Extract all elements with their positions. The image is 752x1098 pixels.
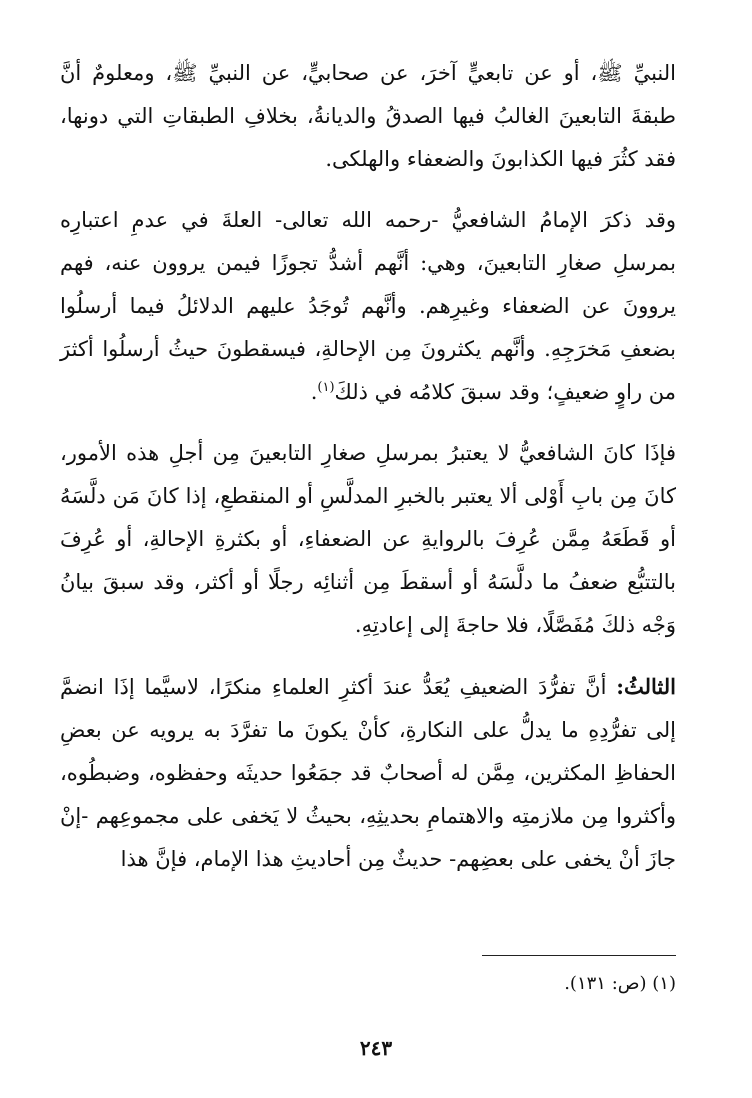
footnote-separator bbox=[482, 955, 676, 956]
footnote: (١) (ص: ١٣١). bbox=[564, 973, 676, 994]
paragraph-2 bbox=[60, 199, 676, 414]
section-heading-third: الثالثُ: bbox=[616, 674, 676, 699]
paragraph-4 bbox=[60, 665, 676, 881]
paragraph-1: النبيِّ ﷺ، أو عن تابعيٍّ آخرَ، عن صحابيٍّ، عن النبيِّ ﷺ، ومعلومٌ أنَّ طبقةَ التابعينَ الغالبُ فيها الصدقُ والديانةُ، بخلافِ الطبقاتِ التي دونها، فقد كثُرَ فيها الكذابونَ والضعفاء والهلكى. bbox=[60, 61, 676, 171]
paragraph-2-text: وقد ذكرَ الإمامُ الشافعيُّ -رحمه الله تعالى- العلةَ في عدمِ اعتبارِه بمرسلِ صغارِ التابعينَ، وهي: أنَّهم أشدُّ تجوزًا فيمن يروون عنه، فهم يروونَ عن الضعفاء وغيرِهم. وأنَّهم تُوجَدُ عليهم الدلائلُ فيما أرسلُوا بضعفِ مَخرَجِهِ. وأنَّهم يكثرونَ مِن الإحالةِ، فيسقطونَ حيثُ أرسلُوا أكثرَ من راوٍ ضعيفٍ؛ وقد سبقَ كلامُه في ذلكَ bbox=[60, 208, 676, 404]
page-number: ٢٤٣ bbox=[359, 1036, 393, 1060]
paragraph-3: فإذَا كانَ الشافعيُّ لا يعتبرُ بمرسلِ صغارِ التابعينَ مِن أجلِ هذه الأمور، كانَ مِن بابِ أَوْلى ألا يعتبر بالخبرِ المدلَّسِ أو المنقطعِ، إذا كانَ مَن دلَّسَهُ أو قَطَعَهُ مِمَّن عُرِفَ بالروايةِ عن الضعفاءِ، أو بكثرةِ الإحالةِ، أو عُرِفَ بالتتبُّع ضعفُ ما دلَّسَهُ أو أسقطَ مِن أثنائِه رجلًا أو أكثر، وقد سبقَ بيانُ وَجْه ذلكَ مُفَصَّلًا، فلا حاجةَ إلى إعادتِهِ. bbox=[60, 441, 676, 637]
page-body bbox=[60, 52, 676, 881]
footnote-reference[interactable]: (١) bbox=[317, 380, 335, 395]
paragraph-4-text: أنَّ تفرُّدَ الضعيفِ يُعَدُّ عندَ أكثرِ العلماءِ منكرًا، لاسيَّما إذَا انضمَّ إلى تفرُّدِهِ ما يدلُّ على النكارةِ، كأنْ يكونَ ما تفرَّدَ به يرويه عن بعضِ الحفاظِ المكثرين، مِمَّن له أصحابٌ قد جمَعُوا حديثَه وحفظوه، وضبطُوه، وأكثروا مِن ملازمتِه والاهتمامِ بحديثِهِ، بحيثُ لا يَخفى على مجموعِهم -إنْ جازَ أنْ يخفى على بعضِهم- حديثٌ مِن أحاديثِ هذا الإمام، فإنَّ هذا bbox=[60, 675, 676, 871]
paragraph-2-end: . bbox=[310, 380, 318, 404]
